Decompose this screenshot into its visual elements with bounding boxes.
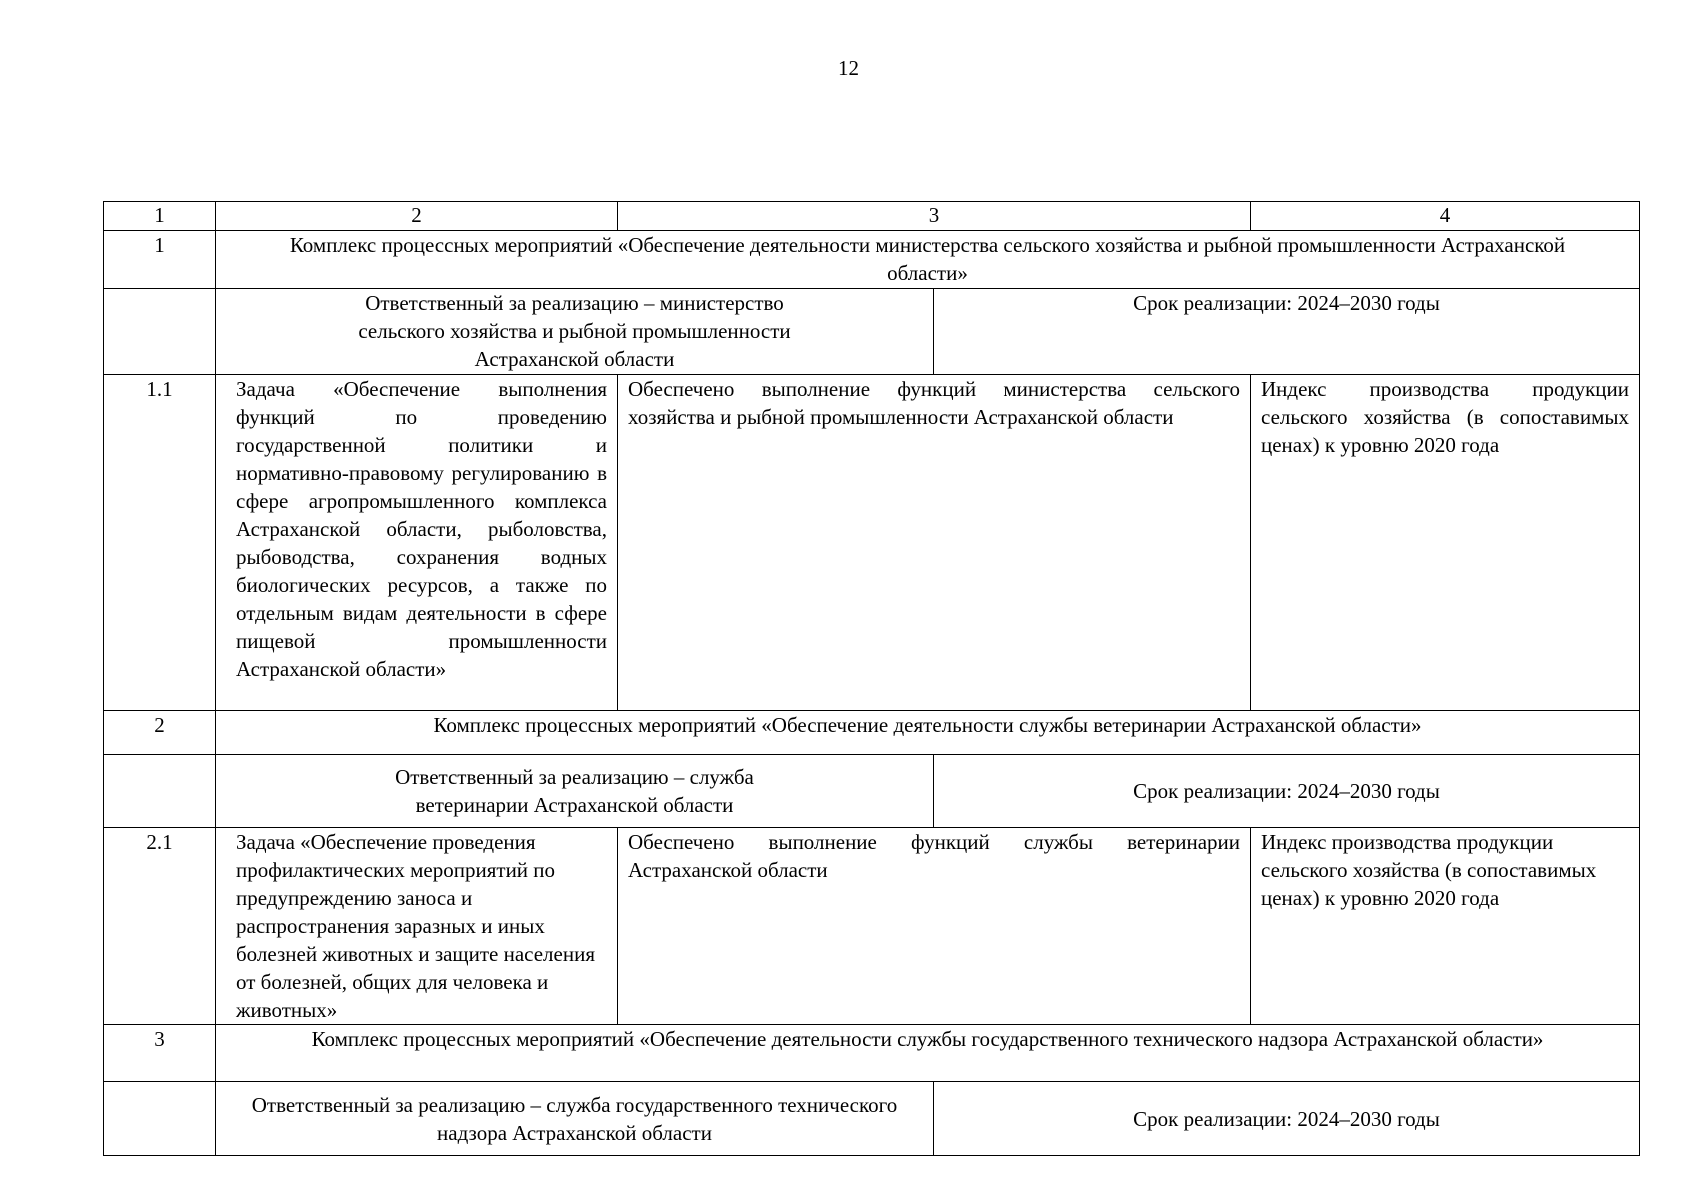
task-number: 2.1 (104, 828, 216, 1025)
result-text: Обеспечено выполнение функций министерства сельского хозяйства и рыбной промышленности Астраханской области (618, 375, 1251, 711)
empty-cell (104, 1082, 216, 1156)
complex-row-1 (104, 231, 1640, 289)
term-text: Срок реализации: 2024–2030 годы (934, 289, 1640, 375)
complex-number: 1 (104, 231, 216, 289)
complex-title: Комплекс процессных мероприятий «Обеспечение деятельности министерства сельского хозяйства и рыбной промышленности Астраханской области» (216, 231, 1640, 289)
complex-title: Комплекс процессных мероприятий «Обеспечение деятельности службы государственного технического надзора Астраханской области» (216, 1025, 1640, 1082)
page-number: 12 (838, 56, 859, 80)
responsible-text: Ответственный за реализацию – министерство сельского хозяйства и рыбной промышленности Астраханской области (216, 289, 934, 375)
term-text: Срок реализации: 2024–2030 годы (934, 755, 1640, 828)
task-row-1-1 (104, 375, 1640, 711)
header-col-4: 4 (1251, 202, 1640, 231)
result-text: Обеспечено выполнение функций службы ветеринарии Астраханской области (618, 828, 1251, 1025)
header-col-3: 3 (618, 202, 1251, 231)
responsible-text: Ответственный за реализацию – служба ветеринарии Астраханской области (216, 755, 934, 828)
complex-number: 2 (104, 711, 216, 755)
complex-number: 3 (104, 1025, 216, 1082)
complex-title: Комплекс процессных мероприятий «Обеспечение деятельности службы ветеринарии Астраханской области» (216, 711, 1640, 755)
task-row-2-1 (104, 828, 1640, 1025)
task-number: 1.1 (104, 375, 216, 711)
responsible-row-3 (104, 1082, 1640, 1156)
header-col-2: 2 (216, 202, 618, 231)
indicator-text: Индекс производства продукции сельского хозяйства (в сопоставимых ценах) к уровню 2020 года (1251, 375, 1640, 711)
responsible-text: Ответственный за реализацию – служба государственного технического надзора Астраханской области (216, 1082, 934, 1156)
empty-cell (104, 289, 216, 375)
term-text: Срок реализации: 2024–2030 годы (934, 1082, 1640, 1156)
indicator-text: Индекс производства продукции сельского хозяйства (в сопоставимых ценах) к уровню 2020 года (1251, 828, 1640, 1025)
task-text: Задача «Обеспечение проведения профилактических мероприятий по предупреждению заноса и распространения заразных и иных болезней животных и защите населения от болезней, общих для человека и животных» (216, 828, 618, 1025)
task-text: Задача «Обеспечение выполнения функций по проведению государственной политики и нормативно-правовому регулированию в сфере агропромышленного комплекса Астраханской области, рыболовства, рыбоводства, сохранения водных биологических ресурсов, а также по отдельным видам деятельности в сфере пищевой промышленности Астраханской области» (216, 375, 618, 711)
responsible-row-1 (104, 289, 1640, 375)
complex-row-3 (104, 1025, 1640, 1082)
header-row (104, 202, 1640, 231)
empty-cell (104, 755, 216, 828)
measures-table (103, 201, 1640, 1156)
complex-row-2 (104, 711, 1640, 755)
document-table-wrapper (103, 201, 1639, 1156)
responsible-row-2 (104, 755, 1640, 828)
header-col-1: 1 (104, 202, 216, 231)
